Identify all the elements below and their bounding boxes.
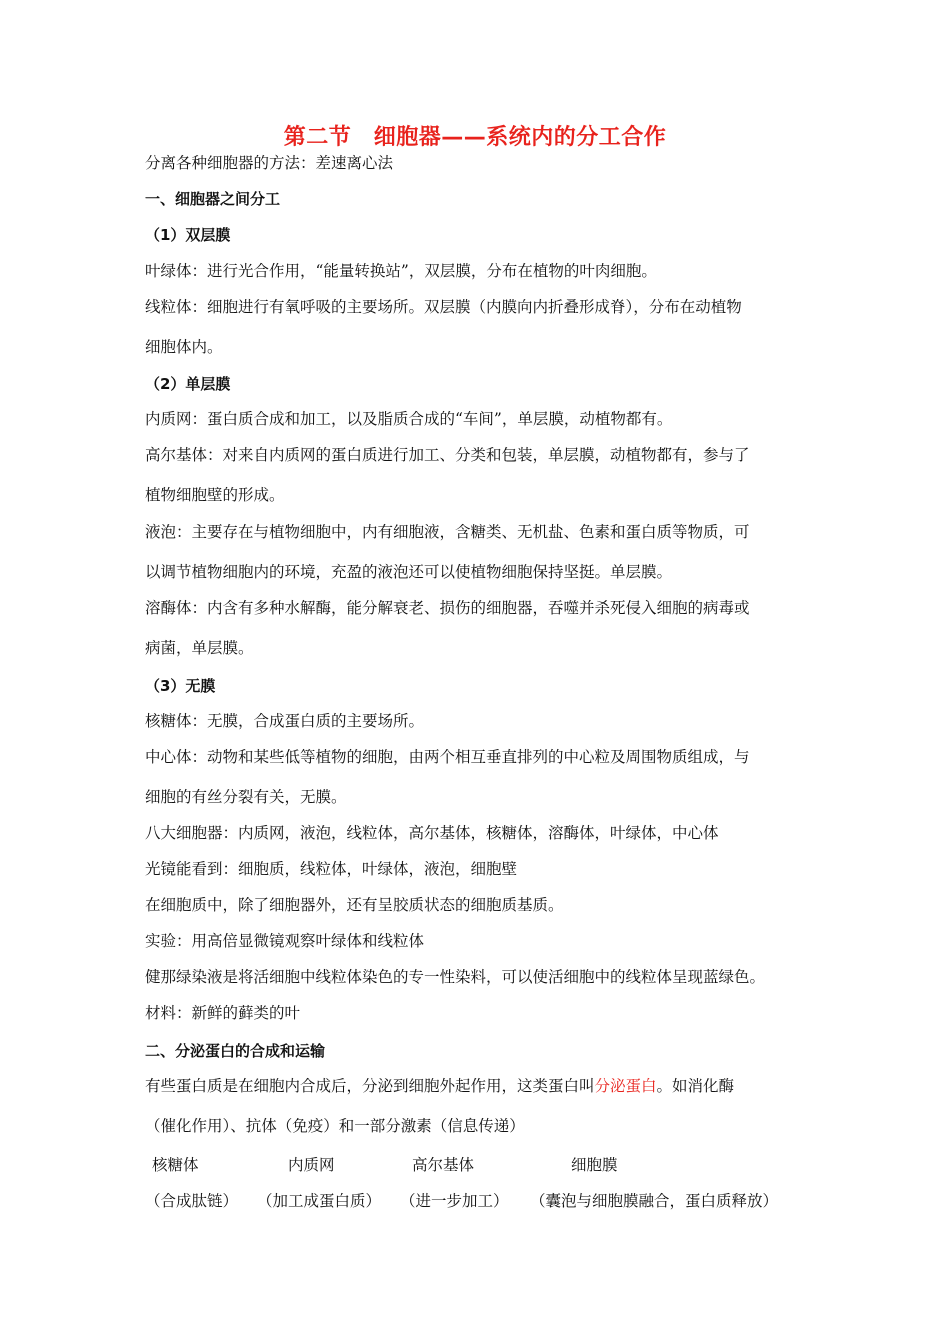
mitochondria-line-2: 细胞体内。 bbox=[145, 338, 223, 356]
section-heading-2: 二、分泌蛋白的合成和运输 bbox=[145, 1042, 326, 1060]
page-title: 第二节 细胞器——系统内的分工合作 bbox=[283, 125, 667, 150]
flow-ribosome: 核糖体 bbox=[152, 1156, 199, 1174]
secretory-protein-line-2: （催化作用）、抗体（免疫）和一部分激素（信息传递） bbox=[145, 1117, 525, 1135]
light-microscope-line: 光镜能看到：细胞质，线粒体，叶绿体，液泡，细胞壁 bbox=[145, 860, 518, 878]
eight-organelles-line: 八大细胞器：内质网，液泡，线粒体，高尔基体，核糖体，溶酶体，叶绿体，中心体 bbox=[145, 824, 719, 842]
subheading-no-membrane: （3）无膜 bbox=[145, 677, 216, 695]
cytoplasm-matrix-line: 在细胞质中，除了细胞器外，还有呈胶质状态的细胞质基质。 bbox=[145, 896, 564, 914]
vacuole-line-1: 液泡：主要存在与植物细胞中，内有细胞液，含糖类、无机盐、色素和蛋白质等物质，可 bbox=[145, 523, 750, 541]
subheading-double-membrane: （1）双层膜 bbox=[145, 226, 231, 244]
centrosome-line-2: 细胞的有丝分裂有关，无膜。 bbox=[145, 788, 347, 806]
lysosome-line-2: 病菌，单层膜。 bbox=[145, 639, 254, 657]
flow-note-er: （加工成蛋白质） bbox=[257, 1192, 382, 1210]
mitochondria-line-1: 线粒体：细胞进行有氧呼吸的主要场所。双层膜（内膜向内折叠形成脊），分布在动植物 bbox=[145, 298, 742, 316]
secretory-protein-line-1 bbox=[145, 1076, 815, 1096]
golgi-line-2: 植物细胞壁的形成。 bbox=[145, 486, 285, 504]
centrosome-line-1: 中心体：动物和某些低等植物的细胞，由两个相互垂直排列的中心粒及周围物质组成，与 bbox=[145, 748, 750, 766]
flow-golgi: 高尔基体 bbox=[412, 1156, 475, 1174]
secretory-text-pre: 有些蛋白质是在细胞内合成后，分泌到细胞外起作用，这类蛋白叫 bbox=[145, 1077, 595, 1095]
flow-note-cell-membrane: （囊泡与细胞膜融合，蛋白质释放） bbox=[530, 1192, 779, 1210]
vacuole-line-2: 以调节植物细胞内的环境，充盈的液泡还可以使植物细胞保持坚挺。单层膜。 bbox=[145, 563, 673, 581]
section-heading-1: 一、细胞器之间分工 bbox=[145, 190, 281, 208]
ribosome-line: 核糖体：无膜，合成蛋白质的主要场所。 bbox=[145, 712, 425, 730]
subheading-single-membrane: （2）单层膜 bbox=[145, 375, 231, 393]
secretory-text-post: 。如消化酶 bbox=[656, 1077, 735, 1095]
method-line: 分离各种细胞器的方法：差速离心法 bbox=[145, 154, 394, 172]
flow-note-golgi: （进一步加工） bbox=[400, 1192, 509, 1210]
material-line: 材料：新鲜的藓类的叶 bbox=[145, 1004, 301, 1022]
flow-note-ribosome: （合成肽链） bbox=[145, 1192, 239, 1210]
er-line: 内质网：蛋白质合成和加工，以及脂质合成的“车间”，单层膜，动植物都有。 bbox=[145, 410, 673, 428]
janus-green-line: 健那绿染液是将活细胞中线粒体染色的专一性染料，可以使活细胞中的线粒体呈现蓝绿色。 bbox=[145, 968, 766, 986]
chloroplast-line: 叶绿体：进行光合作用，“能量转换站”，双层膜，分布在植物的叶肉细胞。 bbox=[145, 262, 657, 280]
lysosome-line-1: 溶酶体：内含有多种水解酶，能分解衰老、损伤的细胞器，吞噬并杀死侵入细胞的病毒或 bbox=[145, 599, 750, 617]
flow-er: 内质网 bbox=[288, 1156, 335, 1174]
golgi-line-1: 高尔基体：对来自内质网的蛋白质进行加工、分类和包装，单层膜，动植物都有，参与了 bbox=[145, 446, 750, 464]
experiment-line: 实验：用高倍显微镜观察叶绿体和线粒体 bbox=[145, 932, 425, 950]
secretory-protein-term: 分泌蛋白 bbox=[594, 1077, 657, 1095]
flow-cell-membrane: 细胞膜 bbox=[571, 1156, 618, 1174]
